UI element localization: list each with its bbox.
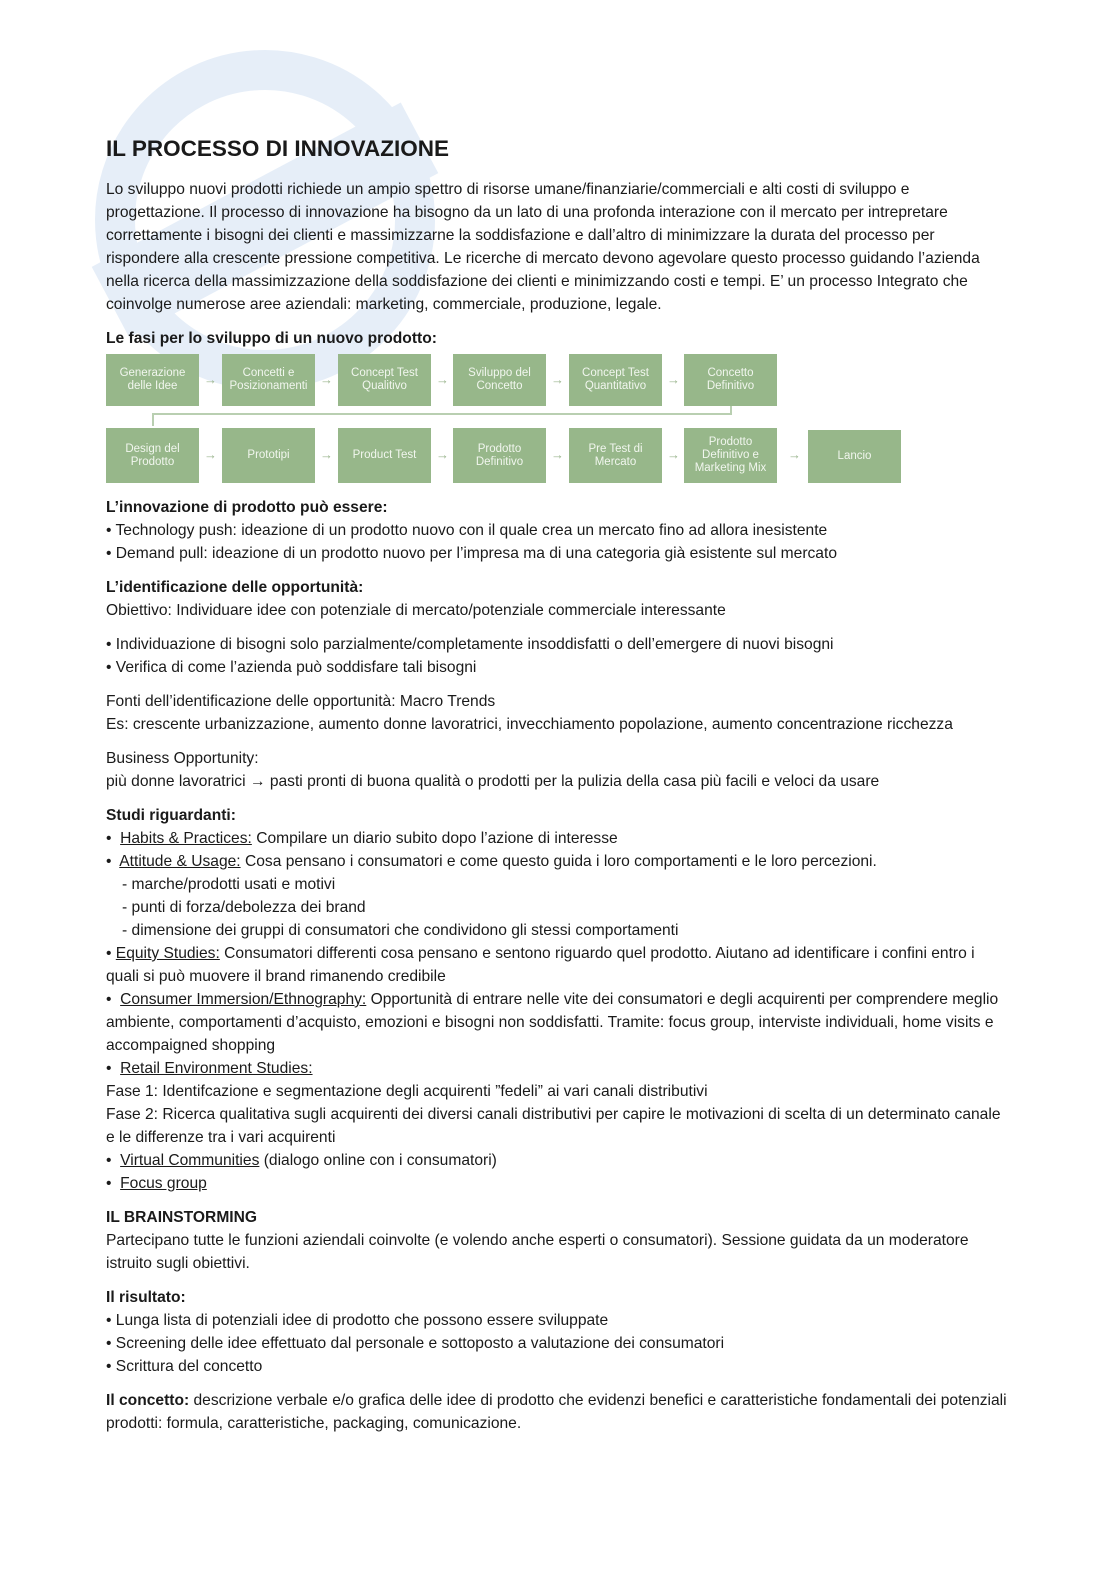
phase-box: Generazione delle Idee [106, 354, 199, 406]
phases-heading: Le fasi per lo sviluppo di un nuovo prodotto: [106, 330, 437, 347]
study-text: Opportunità di entrare nelle vite dei consumatori e degli acquirenti per comprendere meglio ambiente, comportamenti d’acquisto, emozioni e bisogni non soddisfatti. Tramite: focus group, interviste individuali, home visits e accompaigned shopping [106, 991, 999, 1054]
sources-example: Es: crescente urbanizzazione, aumento donne lavoratrici, invecchiamento popolazione, aumento concentrazione ricchezza [106, 716, 953, 733]
phases-diagram [106, 354, 906, 488]
study-item: • Consumer Immersion/Ethnography: Opportunità di entrare nelle vite dei consumatori e degli acquirenti per comprendere meglio ambiente, comportamenti d’acquisto, emozioni e bisogni non soddisfatti. Tramite: focus group, interviste individuali, home visits e accompaigned shopping [106, 991, 999, 1054]
result-heading: Il risultato: [106, 1289, 186, 1306]
document-body [106, 134, 1011, 1435]
arrow: → [551, 447, 564, 462]
connector-line [152, 413, 154, 426]
phase-box: Prodotto Definitivo [453, 428, 546, 483]
retail-fase-1: Fase 1: Identifcazione e segmentazione degli acquirenti ”fedeli” ai vari canali distributivi [106, 1083, 708, 1100]
studies-heading: Studi riguardanti: [106, 807, 236, 824]
study-text: (dialogo online con i consumatori) [259, 1152, 497, 1169]
brainstorming-heading: IL BRAINSTORMING [106, 1209, 258, 1226]
innovation-heading: L’innovazione di prodotto può essere: [106, 499, 388, 516]
opportunity-heading: L’identificazione delle opportunità: [106, 579, 364, 596]
arrow: → [320, 372, 333, 387]
arrow: → [667, 372, 680, 387]
study-text: Compilare un diario subito dopo l’azione di interesse [251, 830, 618, 847]
study-item: • Virtual Communities (dialogo online con i consumatori) [106, 1152, 497, 1169]
phase-box: Product Test [338, 428, 431, 483]
sources-line: Fonti dell’identificazione delle opportunità: Macro Trends [106, 693, 496, 710]
list-item: • Technology push: ideazione di un prodotto nuovo con il quale crea un mercato fino ad allora inesistente [106, 522, 828, 539]
phase-box: Concept Test Quantitativo [569, 354, 662, 406]
study-item: • Habits & Practices: Compilare un diario subito dopo l’azione di interesse [106, 830, 618, 847]
phase-box: Sviluppo del Concetto [453, 354, 546, 406]
phase-box: Prodotto Definitivo e Marketing Mix [684, 428, 777, 483]
brainstorming-text: Partecipano tutte le funzioni aziendali coinvolte (e volendo anche esperti o consumatori). Sessione guidata da un moderatore istruito sugli obiettivi. [106, 1232, 969, 1272]
study-label: Consumer Immersion/Ethnography: [120, 991, 367, 1008]
intro-paragraph: Lo sviluppo nuovi prodotti richiede un ampio spettro di risorse umane/finanziarie/commerciali e alti costi di sviluppo e progettazione. Il processo di innovazione ha bisogno da un lato di una profonda interazione con il mercato per intrepretare correttamente i bisogni dei clienti e massimizzarne la soddisfazione e dall’altro di minimizzare la durata del processo per rispondere alla crescente pressione competitiva. Le ricerche di mercato devono agevolare questo processo guidando l’azienda nella ricerca della massimizzazione della soddisfazione dei clienti e minimizzando costi e tempi. E’ un processo Integrato che coinvolge numerose aree aziendali: marketing, commerciale, produzione, legale. [106, 181, 980, 313]
concept-text: descrizione verbale e/o grafica delle idee di prodotto che evidenzi benefici e caratteristiche fondamentali dei potenziali prodotti: formula, caratteristiche, packaging, comunicazione. [106, 1392, 1007, 1432]
arrow: → [788, 447, 801, 462]
study-text: Cosa pensano i consumatori e come questo guida i loro comportamenti e le loro percezioni. [240, 853, 877, 870]
study-label: Habits & Practices: [120, 830, 252, 847]
arrow: → [551, 372, 564, 387]
phase-box: Concept Test Qualitivo [338, 354, 431, 406]
list-item: • Demand pull: ideazione di un prodotto nuovo per l’impresa ma di una categoria già esistente sul mercato [106, 545, 837, 562]
study-item: • Retail Environment Studies: [106, 1060, 313, 1077]
list-item: • Scrittura del concetto [106, 1358, 263, 1375]
study-label: Virtual Communities [120, 1152, 260, 1169]
business-heading: Business Opportunity: [106, 750, 259, 767]
list-item: • Individuazione di bisogni solo parzialmente/completamente insoddisfatti o dell’emergere di nuovi bisogni [106, 636, 834, 653]
list-item: • Verifica di come l’azienda può soddisfare tali bisogni [106, 659, 477, 676]
business-text: più donne lavoratrici → pasti pronti di buona qualità o prodotti per la pulizia della casa più facili e veloci da usare [106, 773, 880, 790]
study-label: Equity Studies: [115, 945, 220, 962]
phase-box: Pre Test di Mercato [569, 428, 662, 483]
arrow: → [204, 447, 217, 462]
study-label: Focus group [120, 1175, 207, 1192]
sub-item: - marche/prodotti usati e motivi [122, 876, 336, 893]
study-item: • Equity Studies: Consumatori differenti cosa pensano e sentono riguardo quel prodotto. Aiutano ad identificare i confini entro i quali si può muovere il brand rimanendo credibile [106, 945, 975, 985]
list-item: • Screening delle idee effettuato dal personale e sottoposto a valutazione dei consumatori [106, 1335, 725, 1352]
arrow: → [320, 447, 333, 462]
study-label: Retail Environment Studies: [120, 1060, 313, 1077]
list-item: • Lunga lista di potenziali idee di prodotto che possono essere sviluppate [106, 1312, 609, 1329]
study-text: Consumatori differenti cosa pensano e sentono riguardo quel prodotto. Aiutano ad identificare i confini entro i quali si può muovere il brand rimanendo credibile [106, 945, 975, 985]
retail-fase-2: Fase 2: Ricerca qualitativa sugli acquirenti dei diversi canali distributivi per capire le motivazioni di scelta di un determinato canale e le differenze tra i vari acquirenti [106, 1106, 1001, 1146]
study-item: • Attitude & Usage: Cosa pensano i consumatori e come questo guida i loro comportamenti e le loro percezioni. [106, 853, 877, 870]
phase-box: Lancio [808, 430, 901, 483]
arrow: → [204, 372, 217, 387]
phase-box: Design del Prodotto [106, 428, 199, 483]
sub-item: - punti di forza/debolezza dei brand [122, 899, 366, 916]
phase-box: Concetto Definitivo [684, 354, 777, 406]
arrow: → [436, 447, 449, 462]
study-item: • Focus group [106, 1175, 207, 1192]
page-title: IL PROCESSO DI INNOVAZIONE [106, 136, 449, 161]
sub-item: - dimensione dei gruppi di consumatori che condividono gli stessi comportamenti [122, 922, 679, 939]
concept-label: Il concetto: [106, 1392, 190, 1409]
arrow: → [667, 447, 680, 462]
connector-line [152, 413, 732, 415]
concept-paragraph [106, 1389, 1011, 1435]
opportunity-objective: Obiettivo: Individuare idee con potenziale di mercato/potenziale commerciale interessante [106, 602, 726, 619]
arrow: → [436, 372, 449, 387]
study-label: Attitude & Usage: [119, 853, 241, 870]
phase-box: Concetti e Posizionamenti [222, 354, 315, 406]
phase-box: Prototipi [222, 428, 315, 483]
